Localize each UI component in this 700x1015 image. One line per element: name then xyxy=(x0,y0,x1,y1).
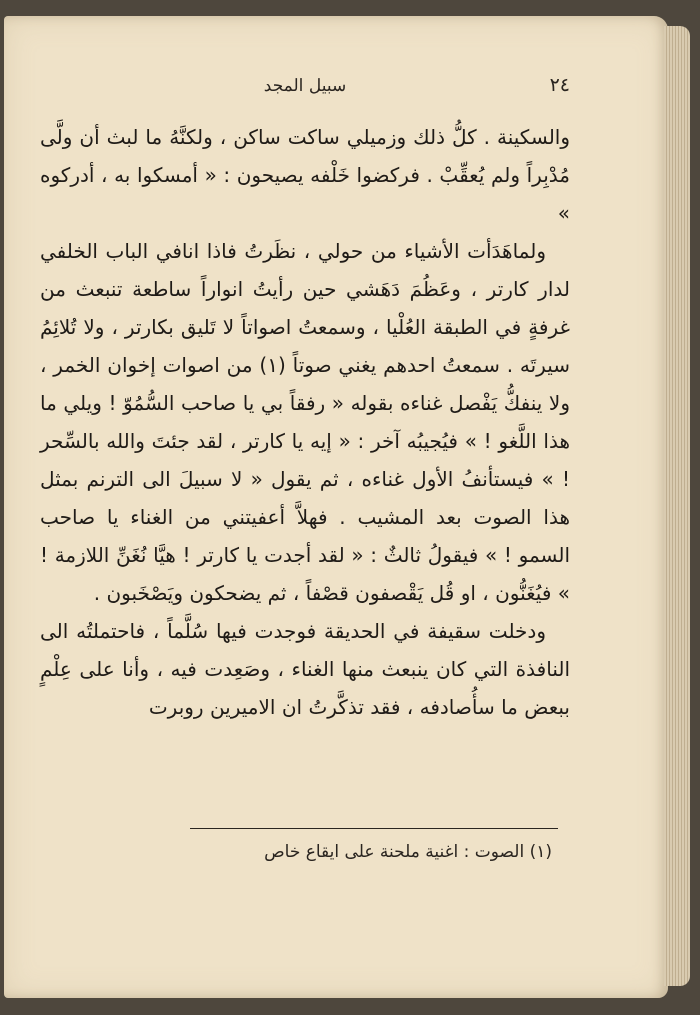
paragraph-2: ولماهَدَأت الأشياء من حولي ، نظَرتُ فاذا انافي الباب الخلفي لدار كارتر ، وعَظُمَ دَهَشي حين رأيتُ انواراً ساطعة تنبعث من غرفةٍ في الطبقة العُلْيا ، وسمعتُ اصواتاً لا تَليق بكارتر ، ولا تُلائِمُ سيرتَه . سمعتُ احدهم يغني صوتاً (١) من اصوات إخوان الخمر ، ولا ينفكُّ يَفْصل غناءه بقوله « رفقاً بي يا صاحب السُّمُوّ ! ويلي ما هذا اللَّغو ! » فيُجيبُه آخر : « إيه يا كارتر ، لقد جئتَ والله بالسِّحر ! » فيستأنفُ الأول غناءه ، ثم يقول « لا سبيلَ الى الترنم بمثل هذا الصوت بعد المشيب . فهلاَّ أعفيتني من الغناء يا صاحب السمو ! » فيقولُ ثالثٌ : « لقد أجدت يا كارتر ! هيَّا نُغَنِّ اللازمة ! » فيُغَنُّون ، او قُل يَقْصفون قصْفاً ، ثم يضحكون ويَصْخَبون . xyxy=(40,239,570,605)
body-text xyxy=(40,118,570,726)
paragraph-3: ودخلت سقيفة في الحديقة فوجدت فيها سُلَّماً ، فاحتملتُه الى النافذة التي كان ينبعث منها الغناء ، وصَعِدت فيه ، وأنا على عِلْمٍ ببعض ما سأُصادفه ، فقد تذكَّرتُ ان الاميرين روبرت xyxy=(40,619,570,719)
page-header xyxy=(40,74,570,104)
page-number: ٢٤ xyxy=(549,74,570,96)
page-edges xyxy=(664,26,690,986)
paragraph-1: والسكينة . كلُّ ذلك وزميلي ساكت ساكن ، ولكنَّهُ ما لبث أن ولَّى مُدْبِراً ولم يُعقِّبْ . فركضوا خَلْفه يصيحون : « أمسكوا به ، أدركوه » xyxy=(40,125,570,225)
running-title: سبيل المجد xyxy=(263,76,347,96)
footnote: (١) الصوت : اغنية ملحنة على ايقاع خاص xyxy=(264,842,552,862)
footnote-rule xyxy=(190,828,558,829)
